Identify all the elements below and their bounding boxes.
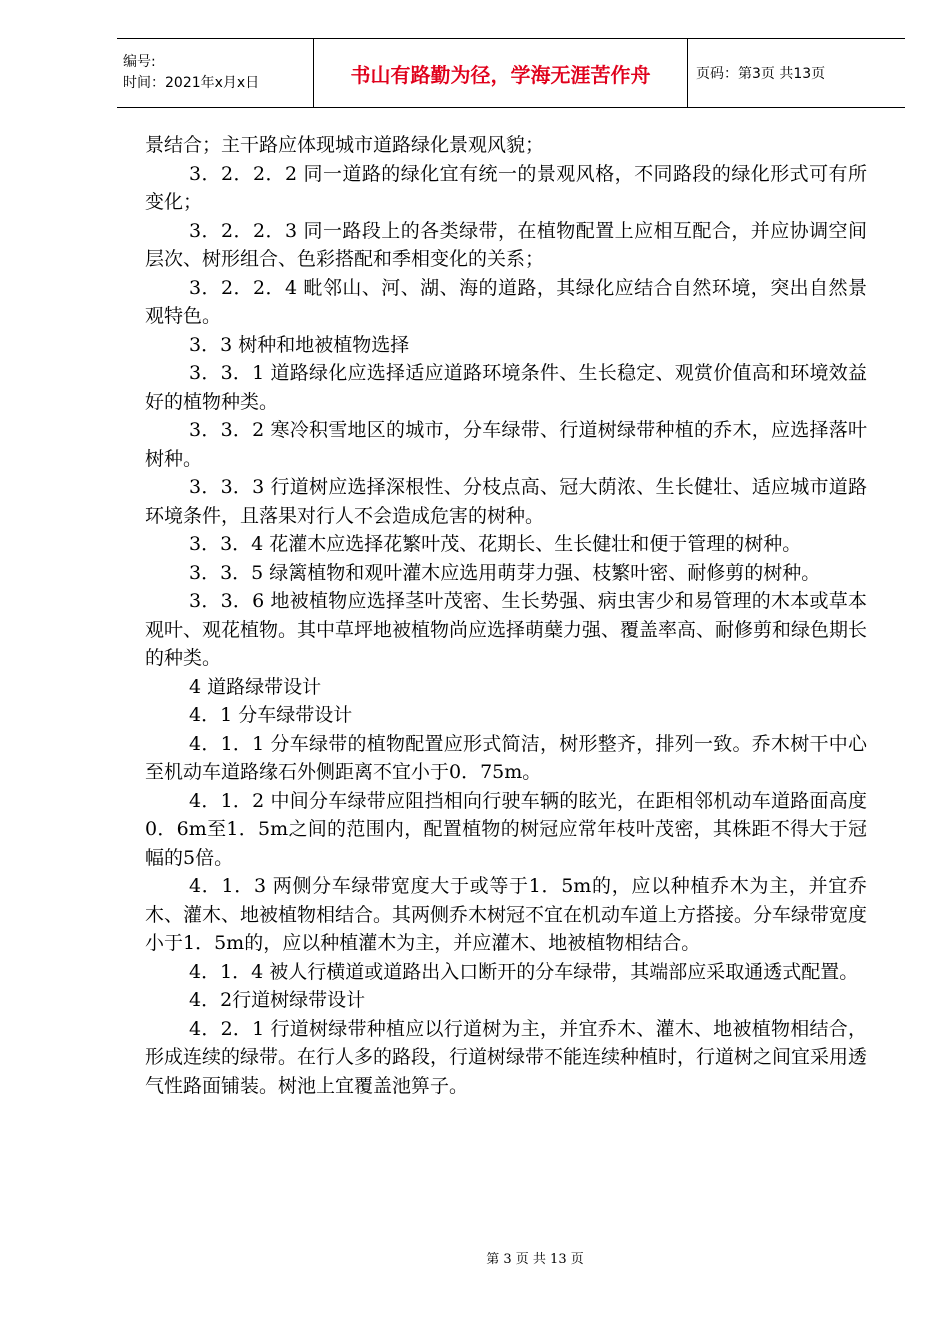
paragraph: 4．1．4 被人行横道或道路出入口断开的分车绿带，其端部应采取通透式配置。 — [189, 960, 859, 983]
paragraph: 3．3．6 地被植物应选择茎叶茂密、生长势强、病虫害少和易管理的木本或草本观叶、观花植物。其中草坪地被植物尚应选择萌蘖力强、覆盖率高、耐修剪和绿色期长的种类。 — [145, 590, 868, 669]
paragraph: 景结合；主干路应体现城市道路绿化景观风貌； — [145, 134, 545, 156]
paragraph: 4．1．3 两侧分车绿带宽度大于或等于1．5m的，应以种植乔木为主，并宜乔木、灌木、地被植物相结合。其两侧乔木树冠不宜在机动车道上方搭接。分车绿带宽度小于1．5m的，应以种植灌木为主，并应灌木、地被植物相结合。 — [145, 875, 868, 954]
paragraph: 3．3．4 花灌木应选择花繁叶茂、花期长、生长健壮和便于管理的树种。 — [189, 533, 802, 555]
paragraph: 3．3．1 道路绿化应选择适应道路环境条件、生长稳定、观赏价值高和环境效益好的植物种类。 — [145, 362, 867, 413]
paragraph: 4．1．2 中间分车绿带应阻挡相向行驶车辆的眩光，在距相邻机动车道路面高度0．6m至1．5m之间的范围内，配置植物的树冠应常年枝叶茂密，其株距不得大于冠幅的5倍。 — [145, 789, 867, 869]
document-number-label: 编号: — [123, 54, 156, 70]
paragraph: 4．1．1 分车绿带的植物配置应形式简洁，树形整齐，排列一致。乔木树干中心至机动车道路缘石外侧距离不宜小于0．75m。 — [145, 732, 867, 783]
paragraph: 4．2行道树绿带设计 — [189, 989, 366, 1011]
paragraph: 4 道路绿带设计 — [189, 675, 322, 698]
paragraph: 3．2．2．2 同一道路的绿化宜有统一的景观风格，不同路段的绿化形式可有所变化； — [145, 162, 867, 213]
header-motto: 书山有路勤为径，学海无涯苦作舟 — [314, 39, 688, 107]
header-page-label: 页码：第3页 共13页 — [696, 66, 826, 82]
paragraph: 3．3．3 行道树应选择深根性、分枝点高、冠大荫浓、生长健壮、适应城市道路环境条件，且落果对行人不会造成危害的树种。 — [145, 476, 867, 527]
paragraph: 3．3 树种和地被植物选择 — [189, 333, 410, 356]
paragraph: 4．2．1 行道树绿带种植应以行道树为主，并宜乔木、灌木、地被植物相结合，形成连续的绿带。在行人多的路段，行道树绿带不能连续种植时，行道树之间宜采用透气性路面铺装。树池上宜覆盖池箅子。 — [145, 1017, 868, 1097]
paragraph: 3．3．2 寒冷积雪地区的城市，分车绿带、行道树绿带种植的乔木，应选择落叶树种。 — [145, 419, 867, 470]
paragraph: 3．2．2．4 毗邻山、河、湖、海的道路，其绿化应结合自然环境，突出自然景观特色。 — [145, 276, 867, 327]
page-footer: 第 3 页 共 13 页 — [486, 1252, 584, 1267]
paragraph: 3．3．5 绿篱植物和观叶灌木应选用萌芽力强、枝繁叶密、耐修剪的树种。 — [189, 561, 821, 584]
paragraph: 3．2．2．3 同一路段上的各类绿带，在植物配置上应相互配合，并应协调空间层次、树形组合、色彩搭配和季相变化的关系； — [145, 219, 867, 270]
document-time-label: 时间：2021年x月x日 — [123, 75, 260, 91]
document-body — [145, 131, 867, 1100]
header-meta — [117, 39, 314, 107]
paragraph: 4．1 分车绿带设计 — [189, 704, 353, 726]
page-header — [117, 38, 905, 108]
